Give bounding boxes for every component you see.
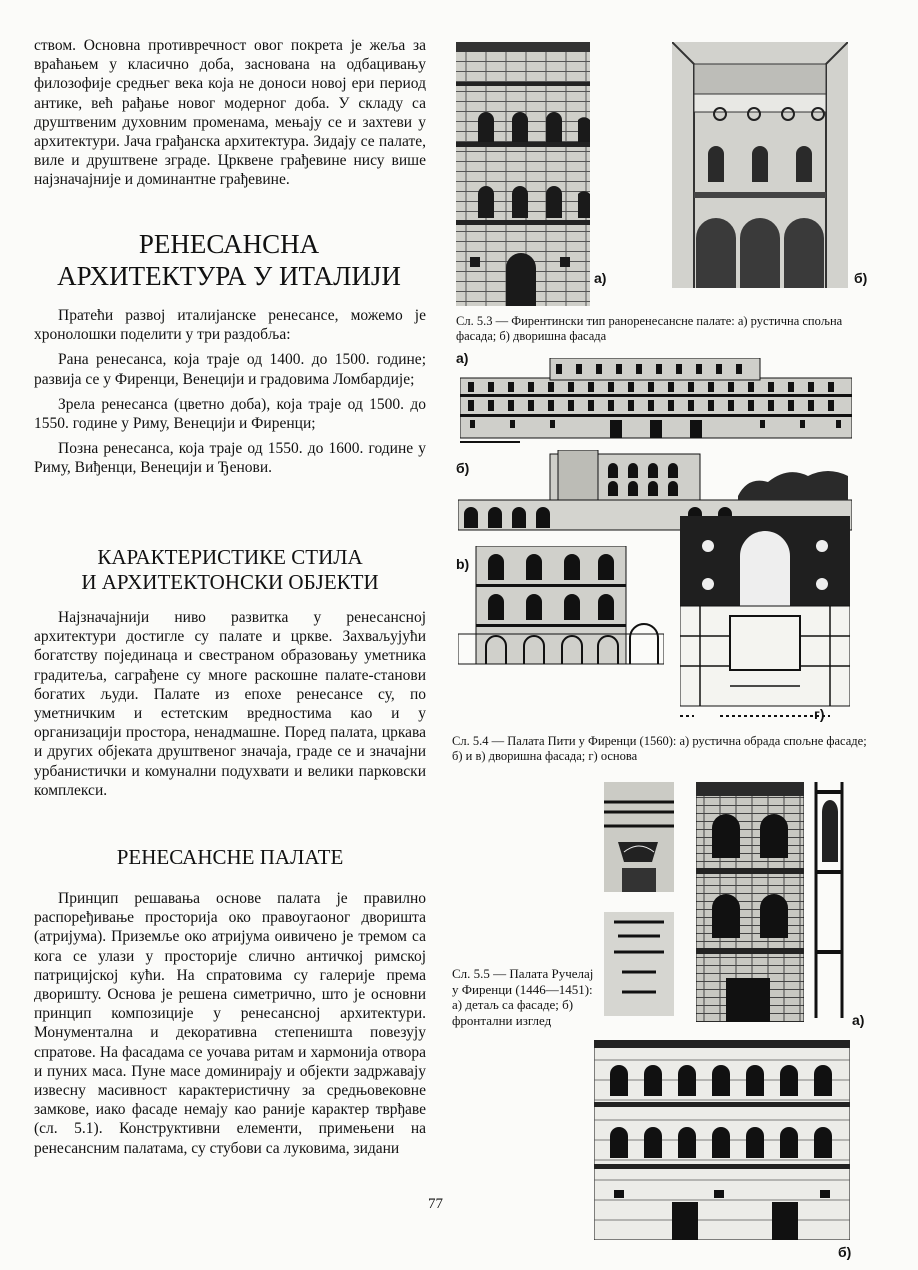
section-heading-renaissance-palaces: РЕНЕСАНСНЕ ПАЛАТЕ [116,845,344,869]
fig-5-4g-floor-plan-drawing [680,516,850,724]
fig-5-5-label-b: б) [838,1244,852,1260]
section3-body: Принцип решавања основе палата је правилно распоређивање просторија око правоугаоног дворишта (атријума). Приземље око атријума оивичено је тремом са кога се улази у просторије слично античкој римској патрицијској кући. На спратовима су галерије према дворишту. Основа је решена симетрично, што је основни принцип композиције у ренесансној архитектури. Монументална и декоративна степеништа повезују спратове. На фасадама се уочава ритам и хармонија отвора и пуних маса. Пуне масе доминирају и објекти задржавају извесну масивност карактеристичну за средњовековне замкове, иако фасаде немају као раније карактер тврђаве (сл. 5.1). Конструктивни елементи, примењени на ренесансним палатама, су стубови са луковима, зидани [34,890,426,1157]
fig-5-4-caption: Сл. 5.4 — Палата Пити у Фиренци (1560): а) рустична обрада спољне фасаде; б) и в) дворишна фасада; г) основа [452,734,867,763]
fig-5-5a-profile-drawing [812,782,846,1018]
fig-5-4-label-v: b) [456,556,470,572]
fig-5-3b-courtyard-drawing [672,42,848,288]
fig-5-3a-facade-drawing [456,42,590,306]
section2-body: Најзначајнији ниво развитка у ренесансној архитектури достигле су палате и цркве. Захваљујући богатству појединаца и свестраном образовању уметника градитеља, саграђене су многе раскошне палате-станови богатих људи. Палате из епохе ренесансе су, по уметничким и естетским вредностима као и у организацији простора, ненадмашне. Поред палата, цркава и других објеката друштвеног значаја, граде се и значајни урбанистички и комунални подухвати и велики парковски комплекси. [34,609,426,799]
section-heading-style-characteristics: КАРАКТЕРИСТИКЕ СТИЛА И АРХИТЕКТОНСКИ ОБЈЕКТИ [81,545,379,594]
fig-5-5a-detail-drawing [604,782,674,1016]
periods-intro: Пратећи развој италијанске ренесансе, можемо је хронолошки поделити у три раздобља: [34,307,426,344]
period-early: Рана ренесанса, која траје од 1400. до 1500. године; развија се у Фиренци, Венецији и градовима Ломбардије; [34,351,426,388]
period-high: Зрела ренесанса (цветно доба), која траје од 1500. до 1550. године у Риму, Венецији и Фиренци; [34,395,426,433]
fig-5-3-caption: Сл. 5.3 — Фирентински тип ранoренесансне палате: а) рустична спољна фасада; б) дворишна фасада [456,314,843,343]
fig-5-4a-pitti-facade-drawing [460,358,852,444]
section1-body [34,306,426,478]
fig-5-5-label-a: а) [852,1012,865,1028]
section-heading-architecture-italy: РЕНЕСАНСНА АРХИТЕКТУРА У ИТАЛИЈИ [57,229,401,291]
fig-5-4-label-g: г) [814,706,825,722]
fig-5-4-label-b: б) [456,460,470,476]
fig-5-4-label-a: а) [456,350,469,366]
page-number: 77 [428,1196,443,1212]
fig-5-5b-front-elevation-drawing [594,1040,850,1240]
fig-5-5a-facade-elevation-drawing [696,782,804,1022]
intro-paragraph: ством. Основна противречност овог покрета је жеља за враћањем у класично доба, заснована на одбацивању филозофије средњег века која не доноси новој ери период антике, већ рађање новог модерног доба. У складу са друштвеним духовним променама, мењају се и захтеви у архитектури. Јача грађанска архитектура. Зидају се палате, виле и друштвене зграде. Црквене грађевине нису више најзначајније и доминантне грађевине. [34,37,426,189]
fig-5-3-label-b: б) [854,270,868,286]
fig-5-3-label-a: а) [594,270,607,286]
fig-5-5-caption: Сл. 5.5 — Палата Ручелај у Фиренци (1446—1451): а) детаљ са фасаде; б) фронтални изглед [452,966,594,1028]
period-late: Позна ренесанса, која траје од 1550. до 1600. године у Риму, Виђенци, Венецији и Ђенови. [34,440,426,477]
fig-5-4v-courtyard-facade-drawing [458,546,664,666]
